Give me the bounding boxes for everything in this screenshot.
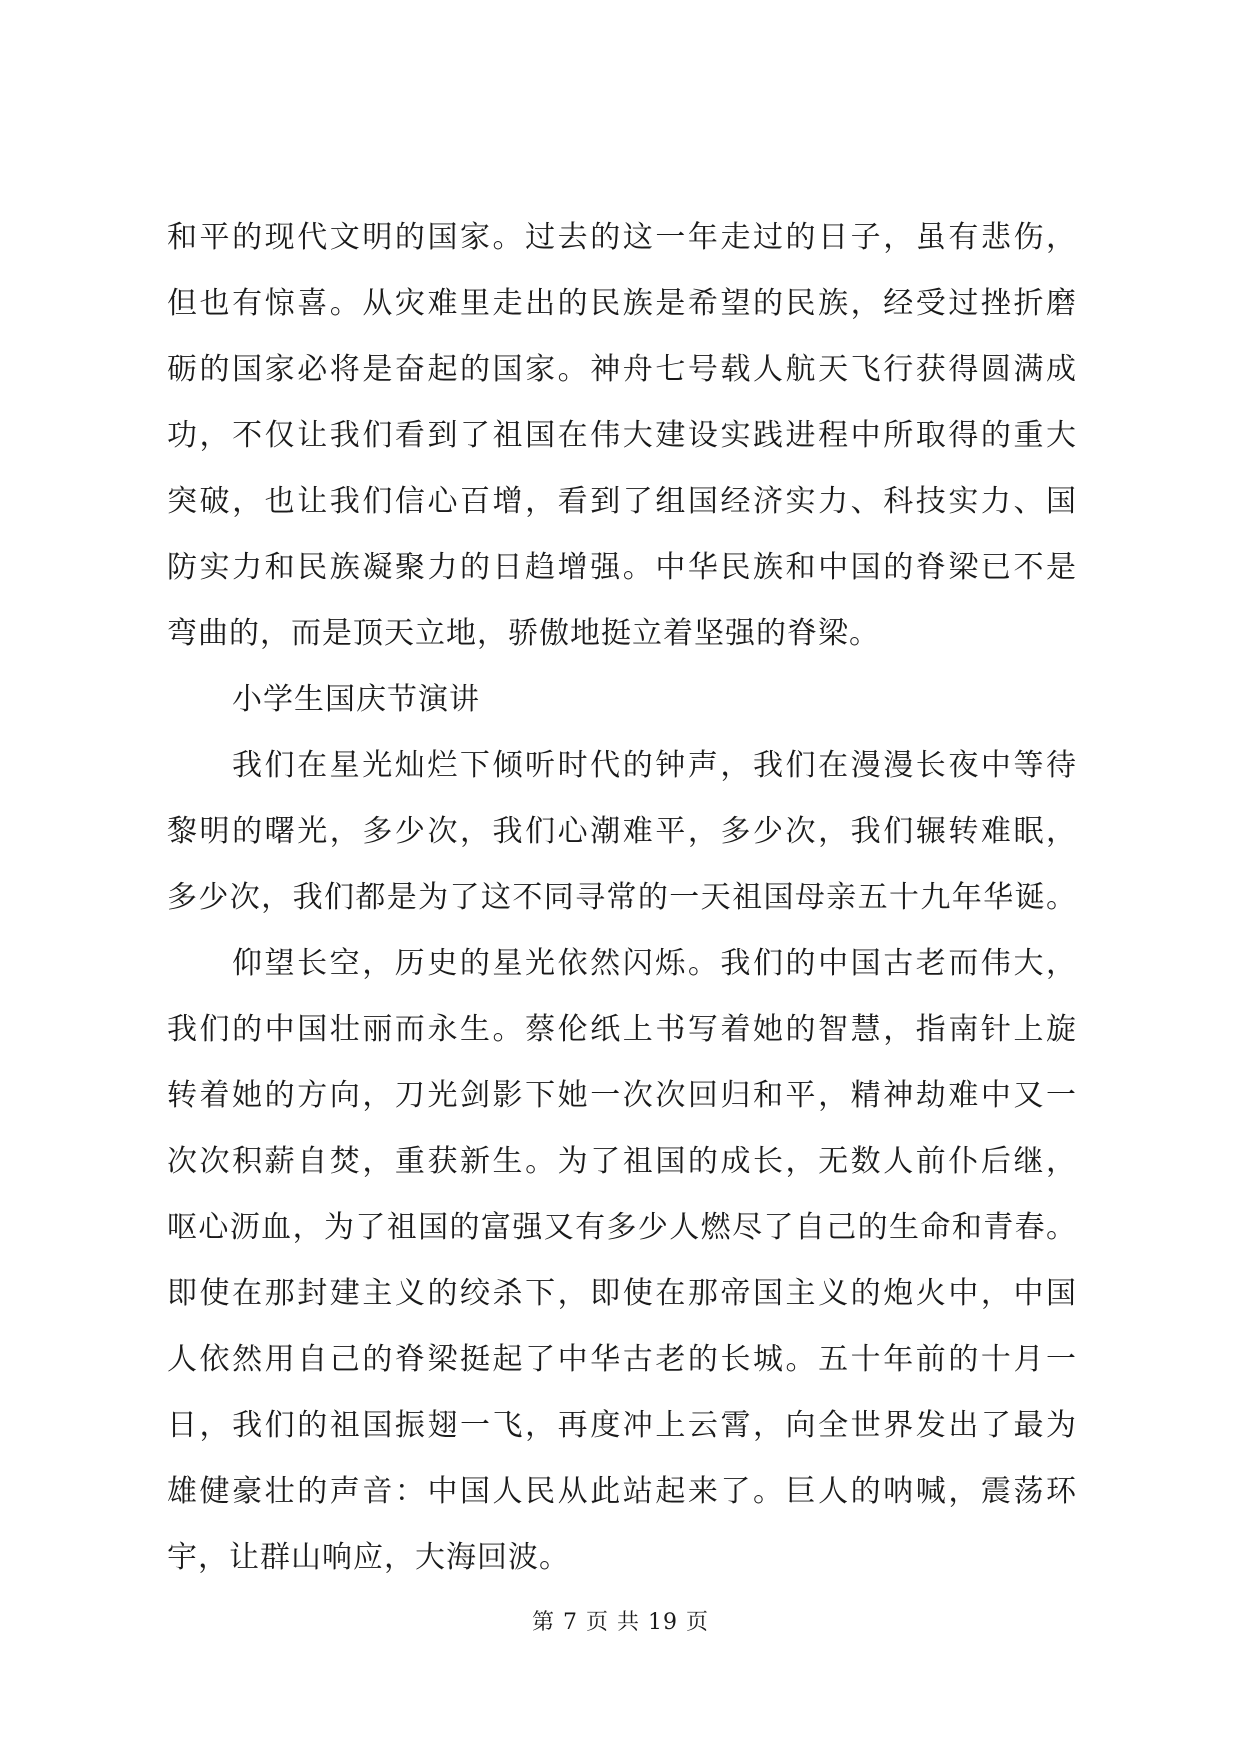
text-line: 仰望长空，历史的星光依然闪烁。我们的中国古老而伟大， [232, 946, 1077, 981]
text-line: 次次积薪自焚，重获新生。为了祖国的成长，无数人前仆后继， [167, 1144, 1077, 1179]
text-line: 转着她的方向，刀光剑影下她一次次回归和平，精神劫难中又一 [167, 1078, 1077, 1113]
text-line: 日，我们的祖国振翅一飞，再度冲上云霄，向全世界发出了最为 [167, 1408, 1077, 1443]
text-line: 和平的现代文明的国家。过去的这一年走过的日子，虽有悲伤， [167, 220, 1077, 255]
text-line: 我们在星光灿烂下倾听时代的钟声，我们在漫漫长夜中等待 [232, 748, 1077, 783]
text-line: 防实力和民族凝聚力的日趋增强。中华民族和中国的脊梁已不是 [167, 550, 1077, 585]
text-line: 人依然用自己的脊梁挺起了中华古老的长城。五十年前的十月一 [167, 1342, 1077, 1377]
text-line: 呕心沥血，为了祖国的富强又有多少人燃尽了自己的生命和青春。 [167, 1210, 1077, 1245]
text-line: 宇，让群山响应，大海回波。 [167, 1540, 570, 1575]
text-line: 弯曲的，而是顶天立地，骄傲地挺立着坚强的脊梁。 [167, 616, 880, 651]
text-line: 雄健豪壮的声音：中国人民从此站起来了。巨人的呐喊，震荡环 [167, 1474, 1077, 1509]
text-line: 但也有惊喜。从灾难里走出的民族是希望的民族，经受过挫折磨 [167, 286, 1077, 321]
page-number-footer: 第 7 页 共 19 页 [532, 1610, 709, 1635]
body-text [167, 205, 1077, 1591]
text-line: 砺的国家必将是奋起的国家。神舟七号载人航天飞行获得圆满成 [167, 352, 1077, 387]
text-line: 突破，也让我们信心百增，看到了组国经济实力、科技实力、国 [167, 484, 1077, 519]
text-line: 即使在那封建主义的绞杀下，即使在那帝国主义的炮火中，中国 [167, 1276, 1077, 1311]
text-line: 黎明的曙光，多少次，我们心潮难平，多少次，我们辗转难眠， [167, 814, 1077, 849]
section-heading: 小学生国庆节演讲 [232, 682, 480, 717]
text-line: 功，不仅让我们看到了祖国在伟大建设实践进程中所取得的重大 [167, 418, 1077, 453]
text-line: 我们的中国壮丽而永生。蔡伦纸上书写着她的智慧，指南针上旋 [167, 1012, 1077, 1047]
text-line: 多少次，我们都是为了这不同寻常的一天祖国母亲五十九年华诞。 [167, 880, 1077, 915]
